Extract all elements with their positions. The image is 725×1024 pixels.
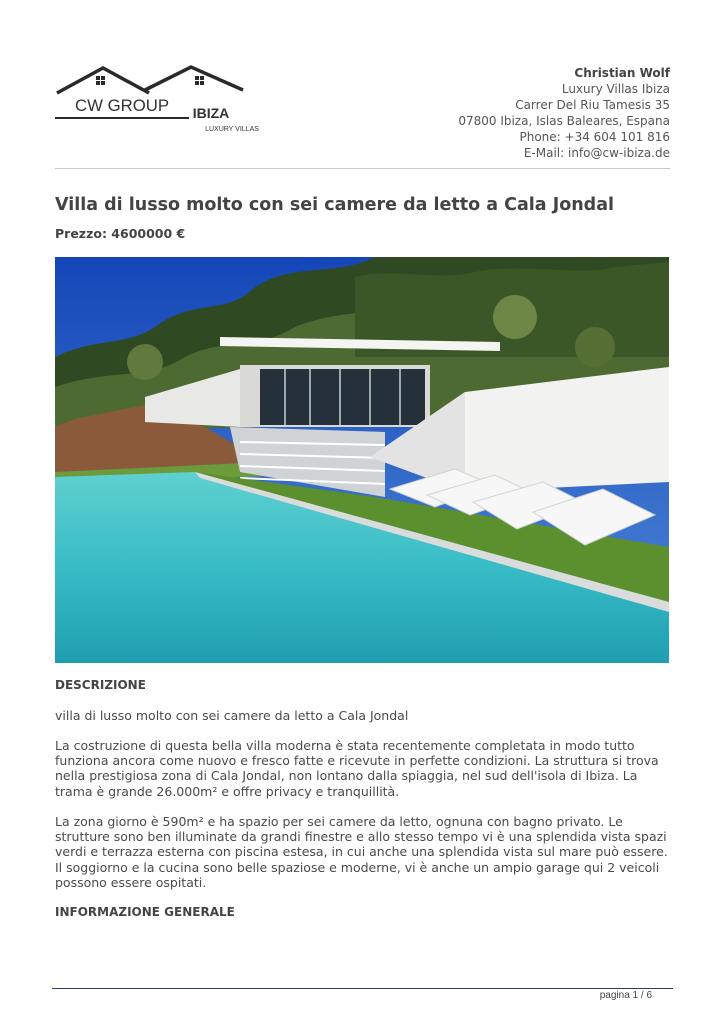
header-divider: [55, 168, 670, 169]
contact-email: E-Mail: info@cw-ibiza.de: [523, 146, 670, 160]
listing-title: Villa di lusso molto con sei camere da letto a Cala Jondal: [55, 195, 615, 215]
description-heading: DESCRIZIONE: [55, 678, 146, 692]
footer-divider: [52, 988, 673, 989]
contact-company: Luxury Villas Ibiza: [561, 82, 670, 96]
description-paragraph-2: La zona giorno è 590m² e ha spazio per sei camere da letto, ognuna con bagno privato. Le strutture sono ben illuminate da grandi finestre e allo stesso tempo vi è una splendida vista spazi verdi e terrazza esterna con piscina estesa, in cui anche una splendida vista sul mare può essere. Il soggiorno e la cucina sono belle spaziose e moderne, vi è anche un ampio garage qui 2 veicoli possono essere ospitati.: [55, 814, 668, 890]
contact-street: Carrer Del Riu Tamesis 35: [515, 98, 670, 112]
logo-region-text: IBIZA: [192, 105, 230, 121]
page-number: pagina 1 / 6: [599, 990, 652, 1001]
villa-pool-image: [55, 257, 669, 663]
villa-photo: [55, 257, 669, 663]
logo-houses-icon: [55, 65, 265, 135]
logo-tagline-text: LUXURY VILLAS: [205, 126, 259, 133]
contact-name: Christian Wolf: [574, 66, 670, 80]
description-paragraph-1: La costruzione di questa bella villa moderna è stata recentemente completata in modo tutto funziona ancora come nuovo e fresco fatte e ricevute in perfette condizioni. La struttura si trova nella prestigiosa zona di Cala Jondal, non lontano dalla spiaggia, nel sud dell'isola di Ibiza. La trama è grande 26.000m² e offre privacy e tranquillità.: [55, 738, 659, 799]
contact-city: 07800 Ibiza, Islas Baleares, Espana: [458, 114, 670, 128]
contact-block: [458, 65, 670, 161]
contact-phone: Phone: +34 604 101 816: [519, 130, 670, 144]
listing-price: Prezzo: 4600000 €: [55, 226, 186, 241]
description-summary: villa di lusso molto con sei camere da letto a Cala Jondal: [55, 708, 409, 723]
general-info-heading: INFORMAZIONE GENERALE: [55, 905, 235, 919]
company-logo: [55, 65, 265, 135]
logo-brand-text: CW GROUP: [75, 96, 169, 115]
page-header: [55, 60, 670, 160]
